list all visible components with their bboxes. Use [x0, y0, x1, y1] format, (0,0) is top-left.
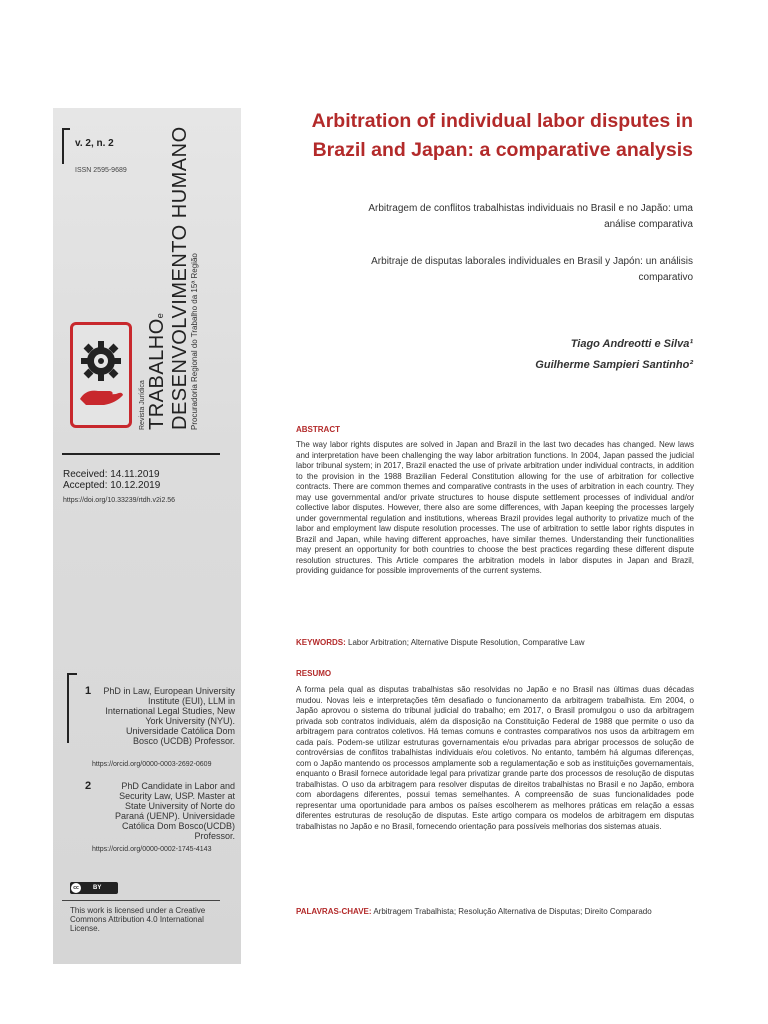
- journal-line1: TRABALHO: [146, 318, 168, 430]
- license-text: This work is licensed under a Creative Commons Attribution 4.0 International License.: [70, 906, 206, 933]
- footnote-1: [85, 686, 235, 746]
- author-1: Tiago Andreotti e Silva¹: [570, 338, 693, 350]
- resumo-heading: RESUMO: [296, 669, 332, 678]
- portuguese-title: [292, 201, 693, 233]
- cc-icon: cc: [71, 883, 81, 893]
- cc-license-badge[interactable]: [70, 882, 118, 894]
- footnote-2: [85, 781, 235, 841]
- journal-logo: [70, 322, 132, 428]
- received-date: Received: 14.11.2019: [63, 469, 160, 480]
- dates-block: [63, 469, 160, 491]
- abstract-heading: ABSTRACT: [296, 425, 340, 434]
- doi-link[interactable]: https://doi.org/10.33239/rtdh.v2i2.56: [63, 497, 176, 504]
- journal-pre: Revista Jurídica: [139, 380, 146, 430]
- volume-label: v. 2, n. 2: [75, 138, 114, 149]
- author-2: Guilherme Sampieri Santinho²: [535, 359, 693, 371]
- spanish-title-line-1: Arbitraje de disputas laborales individuales en Brasil y Japón: un análisis: [371, 256, 693, 267]
- spanish-title-line-2: comparativo: [638, 272, 693, 283]
- volume-bracket: [62, 128, 70, 164]
- journal-vertical-title: [138, 126, 200, 430]
- orcid-link-2[interactable]: https://orcid.org/0000-0002-1745-4143: [92, 846, 212, 853]
- issn-label: ISSN 2595-9689: [75, 167, 127, 174]
- title-line-2: Brazil and Japan: a comparative analysis: [312, 139, 693, 161]
- gear-hand-icon: [76, 337, 126, 417]
- footnote-bracket: [67, 673, 77, 743]
- footnote-text: PhD in Law, European University Institute (EUI), LLM in International Legal Studies, New York University (NYU). Universidade Católica Dom Bosco (UCDB) Professor.: [103, 686, 235, 746]
- spanish-title: [292, 254, 693, 286]
- palavras-chave-line: [296, 906, 694, 917]
- resumo-text: A forma pela qual as disputas trabalhistas são resolvidas no Japão e no Brasil nas últimas duas décadas mudou. Novas leis e interpretações têm desafiado o funcionamento da arbitragem trabalhista. Em 2004, o Japão aprovou o sistema do tribunal judicial do trabalho; em 2017, o Brasil promulgou o uso da arbitragem privada sob contratos individuais, além da disposição na Constituição Federal de 1988 que permite o uso da arbitragem para contratos coletivos. Há temas comuns e contrastes comparativos nos usos da arbitragem em cada país. Podem-se utilizar estruturas governamentais e/ou privadas para abrigar processos de solução de controvérsias de conflitos trabalhistas individuais e/ou coletivos. No entanto, também há algumas diferenças, com o Japão mantendo os processos amplamente sob a regulamentação e sob as instituições governamentais, enquanto o Brasil fornece autoridade legal para privatizar grande parte dos processos de resolução de disputas trabalhistas. O uso da arbitragem para resolver disputas de direitos trabalhistas no Brasil e no Japão, embora com abordagens diferentes, possui temas semelhantes. A compreensão de suas funcionalidades pode representar uma oportunidade para ambos os países escolherem as melhores práticas em relação a essas diferentes estruturas de resolução de disputas. Este artigo compara os modelos de arbitragem em disputas trabalhistas no Japão e no Brasil, fornecendo orientação para possíveis melhorias dos sistemas atuais.: [296, 685, 694, 831]
- sidebar-divider: [62, 453, 220, 455]
- license-divider: [62, 900, 220, 901]
- cc-by-label: BY: [93, 885, 102, 891]
- portuguese-title-line-1: Arbitragem de conflitos trabalhistas individuais no Brasil e no Japão: uma: [368, 203, 693, 214]
- footnote-number: 1: [85, 685, 92, 697]
- keywords-line: [296, 637, 694, 648]
- journal-line2: DESENVOLVIMENTO HUMANO: [169, 126, 191, 430]
- palavras-chave-text: Arbitragem Trabalhista; Resolução Alternativa de Disputas; Direito Comparado: [371, 907, 652, 916]
- footnote-text: PhD Candidate in Labor and Security Law, USP. Master at State University of Norte do Paraná (UENP). Universidade Católica Dom Bosco(UCDB) Professor.: [114, 781, 235, 841]
- footnote-number: 2: [85, 780, 92, 792]
- journal-publisher: Procuradoria Regional do Trabalho da 15ª Região: [190, 253, 199, 430]
- article-title: [268, 107, 693, 165]
- journal-conj: e: [155, 312, 165, 319]
- keywords-text: Labor Arbitration; Alternative Dispute Resolution, Comparative Law: [345, 638, 585, 647]
- palavras-chave-label: PALAVRAS-CHAVE:: [296, 907, 372, 916]
- orcid-link-1[interactable]: https://orcid.org/0000-0003-2692-0609: [92, 761, 212, 768]
- accepted-date: Accepted: 10.12.2019: [63, 480, 161, 491]
- abstract-text: The way labor rights disputes are solved in Japan and Brazil in the last two decades has changed. New laws and interpretation have been challenging the way labor arbitration functions. In 2004, Japan passed the judicial labor tribunal system; in 2017, Brazil enacted the use of private arbitration under individual contracts, in addition to the provision in the 1988 Brazilian Federal Constitution allowing for the use of arbitration for collective contracts. There are common themes and comparative contrasts in the uses of arbitration in each country. They may use governmental and/or private structures to house dispute settlement processes of individual and/or collective labor disputes. However, there also are some differences, with Japan keeping the processes largely under governmental regulation and institutions, whereas Brazil provides legal authority to privatize much of the labor and employment law dispute resolution processes. The use of arbitration to settle labor rights disputes in Brazil and Japan, while having different approaches, have similar themes. Understanding their functionalities may present an opportunity for both countries to choose the best practices regarding these different dispute resolution structures. This Article compares the arbitration models in labor disputes in Japan and Brazil, providing guidance for possible improvements of the current systems.: [296, 440, 694, 575]
- title-line-1: Arbitration of individual labor disputes in: [311, 110, 693, 132]
- keywords-label: KEYWORDS:: [296, 638, 346, 647]
- portuguese-title-line-2: análise comparativa: [604, 219, 693, 230]
